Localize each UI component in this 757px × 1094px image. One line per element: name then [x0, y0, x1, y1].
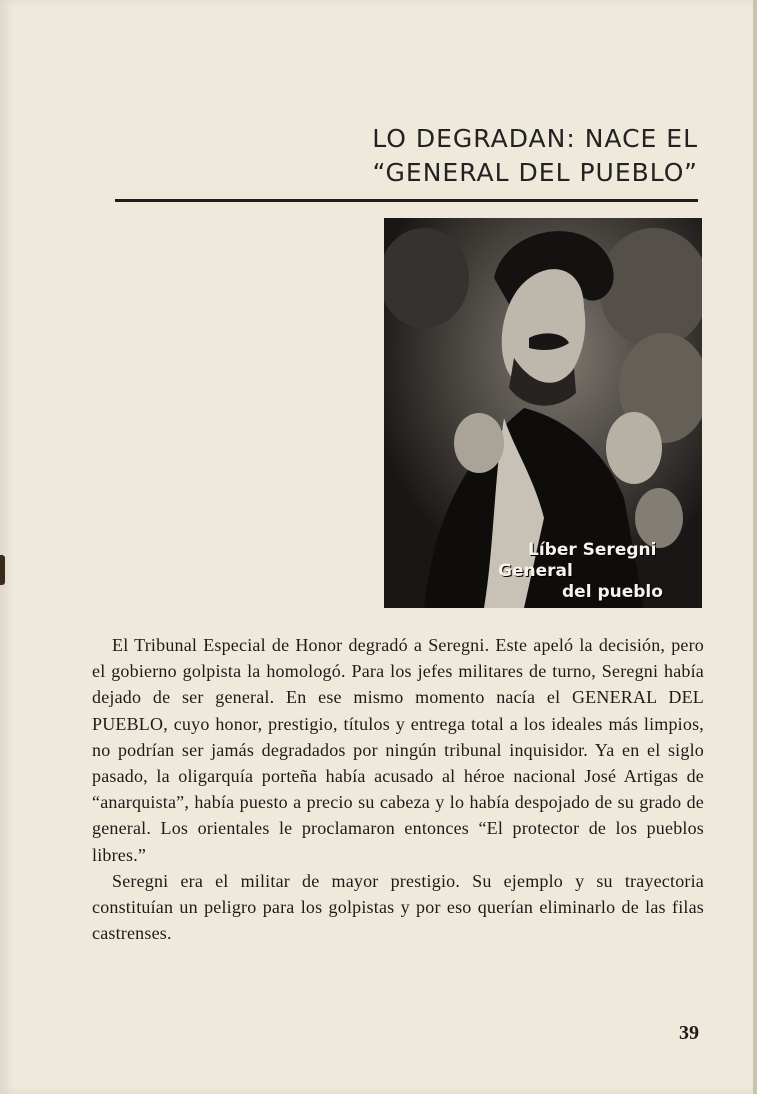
page-number: 39: [679, 1022, 699, 1044]
binding-edge: [0, 555, 5, 585]
photo-caption: [498, 540, 698, 603]
page-edge: [753, 0, 757, 1094]
caption-line-3: del pueblo: [562, 582, 663, 602]
title-line-2: “GENERAL DEL PUEBLO”: [372, 158, 698, 187]
portrait-photo: [384, 218, 702, 608]
title-rule: [115, 199, 698, 202]
body-text: [92, 632, 704, 946]
paragraph-1: El Tribunal Especial de Honor degradó a Seregni. Este apeló la decisión, pero el gobierno golpista la homologó. Para los jefes militares de turno, Seregni había dejado de ser general. En ese mismo momento nacía el GENERAL DEL PUEBLO, cuyo honor, prestigio, títulos y entrega total a los ideales más limpios, no podrían ser jamás degradados por ningún tribunal inquisidor. Ya en el siglo pasado, la oligarquía porteña había acusado al héroe nacional José Artigas de “anarquista”, había puesto a precio su cabeza y lo había despojado de su grado de general. Los orientales le proclamaron entonces “El protector de los pueblos libres.”: [92, 635, 704, 865]
caption-line-2: General: [498, 561, 573, 581]
caption-line-1: Líber Seregni: [528, 540, 657, 560]
chapter-title: [300, 122, 698, 190]
paragraph-2: Seregni era el militar de mayor prestigio. Su ejemplo y su trayectoria constituían un peligro para los golpistas y por eso querían eliminarlo de las filas castrenses.: [92, 870, 704, 944]
title-line-1: LO DEGRADAN: NACE EL: [372, 124, 698, 153]
